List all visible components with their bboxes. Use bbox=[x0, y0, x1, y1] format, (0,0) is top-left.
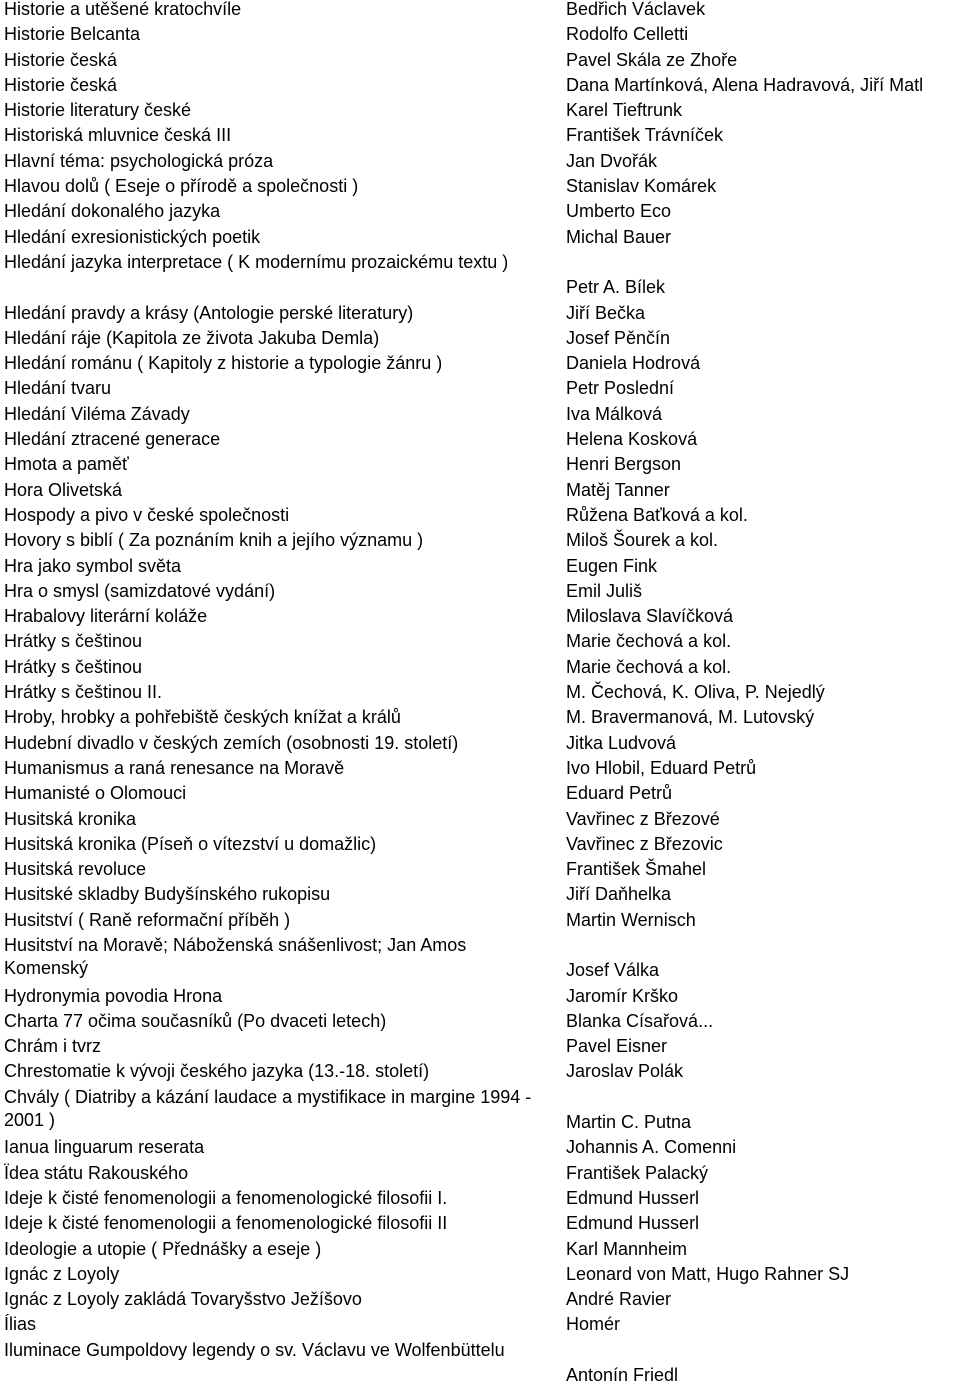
book-title: Ignác z Loyoly bbox=[4, 1263, 120, 1284]
book-author: Antonín Friedl bbox=[566, 1364, 679, 1385]
book-author: M. Bravermanová, M. Lutovský bbox=[566, 707, 815, 728]
list-item bbox=[0, 810, 960, 835]
book-author: Jaroslav Polák bbox=[566, 1061, 684, 1082]
list-item bbox=[0, 76, 960, 101]
book-author: Leonard von Matt, Hugo Rahner SJ bbox=[566, 1263, 850, 1284]
book-author: Edmund Husserl bbox=[566, 1213, 700, 1234]
book-author: Jan Dvořák bbox=[566, 150, 658, 171]
book-title: Hledání exresionistických poetik bbox=[4, 226, 261, 247]
book-author: Petr Poslední bbox=[566, 378, 675, 399]
book-author: Dana Martínková, Alena Hadravová, Jiří Matl bbox=[566, 74, 924, 95]
book-title: Hledání jazyka interpretace ( K modernímu prozaickému textu ) bbox=[4, 251, 509, 272]
book-title: Husitská kronika bbox=[4, 808, 137, 829]
list-item bbox=[0, 1189, 960, 1214]
book-author: Pavel Eisner bbox=[566, 1036, 668, 1057]
book-title: Ignác z Loyoly zakládá Tovaryšstvo Ježíšovo bbox=[4, 1289, 362, 1310]
list-item bbox=[0, 936, 960, 987]
list-item bbox=[0, 101, 960, 126]
list-item bbox=[0, 708, 960, 733]
list-item bbox=[0, 531, 960, 556]
list-item bbox=[0, 329, 960, 354]
list-item bbox=[0, 354, 960, 379]
list-item bbox=[0, 177, 960, 202]
list-item bbox=[0, 253, 960, 304]
book-author: Umberto Eco bbox=[566, 201, 672, 222]
list-item bbox=[0, 1164, 960, 1189]
book-title: Hledání dokonalého jazyka bbox=[4, 201, 221, 222]
book-author: Michal Bauer bbox=[566, 226, 672, 247]
list-item bbox=[0, 759, 960, 784]
book-title: Hledání tvaru bbox=[4, 378, 112, 399]
book-author: Daniela Hodrová bbox=[566, 353, 701, 374]
book-title: Hmota a paměť bbox=[4, 454, 129, 475]
book-author: Marie čechová a kol. bbox=[566, 631, 732, 652]
book-title: Ideologie a utopie ( Přednášky a eseje ) bbox=[4, 1238, 322, 1259]
book-author: Henri Bergson bbox=[566, 454, 682, 475]
list-item bbox=[0, 379, 960, 404]
book-author: Jiří Daňhelka bbox=[566, 884, 672, 905]
book-title: Hledání románu ( Kapitoly z historie a typologie žánru ) bbox=[4, 353, 443, 374]
book-author: Miloslava Slavíčková bbox=[566, 606, 734, 627]
book-author: Růžena Baťková a kol. bbox=[566, 504, 748, 525]
book-author: Vavřinec z Březové bbox=[566, 808, 720, 829]
list-item bbox=[0, 228, 960, 253]
book-title: Historie česká bbox=[4, 74, 118, 95]
book-title: Historie Belcanta bbox=[4, 24, 141, 45]
book-author: Jaromír Krško bbox=[566, 985, 679, 1006]
book-title: Historiská mluvnice česká III bbox=[4, 125, 232, 146]
list-item bbox=[0, 126, 960, 151]
book-title: Husitství ( Raně reformační příběh ) bbox=[4, 909, 291, 930]
book-author: František Palacký bbox=[566, 1162, 709, 1183]
book-title: Chrestomatie k vývoji českého jazyka (13.-18. století) bbox=[4, 1061, 430, 1082]
book-title: Hledání Viléma Závady bbox=[4, 403, 190, 424]
list-item bbox=[0, 1138, 960, 1163]
list-item bbox=[0, 1341, 960, 1391]
book-author: František Šmahel bbox=[566, 859, 707, 880]
book-author: František Trávníček bbox=[566, 125, 724, 146]
book-title: Hrátky s češtinou bbox=[4, 631, 143, 652]
book-title: Charta 77 očima současníků (Po dvaceti letech) bbox=[4, 1010, 387, 1031]
book-author: Iva Málková bbox=[566, 403, 663, 424]
book-author: Stanislav Komárek bbox=[566, 176, 717, 197]
list-item bbox=[0, 987, 960, 1012]
list-item bbox=[0, 51, 960, 76]
list-item bbox=[0, 25, 960, 50]
list-item bbox=[0, 1012, 960, 1037]
list-item bbox=[0, 885, 960, 910]
list-item bbox=[0, 152, 960, 177]
book-title: Ianua linguarum reserata bbox=[4, 1137, 205, 1158]
book-title: Historie a utěšené kratochvíle bbox=[4, 0, 242, 19]
book-author: Jitka Ludvová bbox=[566, 732, 677, 753]
book-title: Ílias bbox=[4, 1314, 37, 1335]
list-item bbox=[0, 607, 960, 632]
book-title: Ideje k čisté fenomenologii a fenomenologické filosofii I. bbox=[4, 1187, 448, 1208]
book-author: Emil Juliš bbox=[566, 580, 643, 601]
book-author: Eugen Fink bbox=[566, 555, 658, 576]
list-item bbox=[0, 557, 960, 582]
book-title: Humanisté o Olomouci bbox=[4, 783, 187, 804]
book-author: Marie čechová a kol. bbox=[566, 656, 732, 677]
book-title: Hospody a pivo v české společnosti bbox=[4, 504, 290, 525]
book-title: Hudební divadlo v českých zemích (osobnosti 19. století) bbox=[4, 732, 459, 753]
list-item bbox=[0, 1290, 960, 1315]
book-author: Edmund Husserl bbox=[566, 1187, 700, 1208]
book-author: Pavel Skála ze Zhoře bbox=[566, 49, 738, 70]
book-author: Johannis A. Comenni bbox=[566, 1137, 737, 1158]
book-title: Chrám i tvrz bbox=[4, 1036, 102, 1057]
book-title: Iluminace Gumpoldovy legendy o sv. Václavu ve Wolfenbüttelu bbox=[4, 1339, 505, 1360]
list-item bbox=[0, 860, 960, 885]
list-item bbox=[0, 734, 960, 759]
book-author: Martin Wernisch bbox=[566, 909, 696, 930]
book-author: Helena Kosková bbox=[566, 429, 698, 450]
book-title: Hydronymia povodia Hrona bbox=[4, 985, 223, 1006]
list-item bbox=[0, 784, 960, 809]
book-author: M. Čechová, K. Oliva, P. Nejedlý bbox=[566, 682, 825, 703]
book-author: Matěj Tanner bbox=[566, 479, 670, 500]
list-item bbox=[0, 1037, 960, 1062]
book-title: Hlavou dolů ( Eseje o přírodě a společnosti ) bbox=[4, 176, 359, 197]
list-item bbox=[0, 1214, 960, 1239]
book-author: Blanka Císařová... bbox=[566, 1010, 714, 1031]
list-item bbox=[0, 683, 960, 708]
book-author: Miloš Šourek a kol. bbox=[566, 530, 719, 551]
book-title: Hledání ztracené generace bbox=[4, 429, 221, 450]
list-item bbox=[0, 658, 960, 683]
book-title: Chvály ( Diatriby a kázání laudace a mystifikace in margine 1994 - 2001 ) bbox=[4, 1086, 532, 1130]
book-author: Karel Tieftrunk bbox=[566, 100, 683, 121]
book-title: Hra o smysl (samizdatové vydání) bbox=[4, 580, 276, 601]
list-item bbox=[0, 632, 960, 657]
book-title: Hledání ráje (Kapitola ze života Jakuba Demla) bbox=[4, 327, 380, 348]
book-title: Hovory s biblí ( Za poznáním knih a jejího významu ) bbox=[4, 530, 424, 551]
list-item bbox=[0, 911, 960, 936]
book-title: Historie česká bbox=[4, 49, 118, 70]
book-author: Vavřinec z Březovic bbox=[566, 833, 723, 854]
list-item bbox=[0, 1240, 960, 1265]
book-title: Hrátky s češtinou II. bbox=[4, 682, 163, 703]
list-item bbox=[0, 455, 960, 480]
book-title: Historie literatury české bbox=[4, 100, 192, 121]
list-item bbox=[0, 202, 960, 227]
book-title: Hrátky s češtinou bbox=[4, 656, 143, 677]
list-item bbox=[0, 835, 960, 860]
book-author: Josef Válka bbox=[566, 959, 660, 980]
book-author: Bedřich Václavek bbox=[566, 0, 706, 19]
list-item bbox=[0, 1315, 960, 1340]
book-title: Hrabalovy literární koláže bbox=[4, 606, 208, 627]
book-author: Karl Mannheim bbox=[566, 1238, 688, 1259]
book-author: Petr A. Bílek bbox=[566, 276, 666, 297]
list-item bbox=[0, 1062, 960, 1087]
book-title: Husitská revoluce bbox=[4, 859, 147, 880]
book-author: Homér bbox=[566, 1314, 621, 1335]
book-title: Husitství na Moravě; Náboženská snášenlivost; Jan Amos Komenský bbox=[4, 934, 467, 978]
book-author: Ivo Hlobil, Eduard Petrů bbox=[566, 757, 757, 778]
list-item bbox=[0, 1265, 960, 1290]
book-author: Jiří Bečka bbox=[566, 302, 646, 323]
list-item bbox=[0, 304, 960, 329]
list-item bbox=[0, 0, 960, 25]
book-title: Ïdea státu Rakouského bbox=[4, 1162, 189, 1183]
book-title: Husitské skladby Budyšínského rukopisu bbox=[4, 884, 331, 905]
list-item bbox=[0, 430, 960, 455]
list-item bbox=[0, 405, 960, 430]
book-author: André Ravier bbox=[566, 1289, 672, 1310]
book-title: Hora Olivetská bbox=[4, 479, 123, 500]
list-item bbox=[0, 481, 960, 506]
book-author: Martin C. Putna bbox=[566, 1111, 692, 1132]
book-title: Hledání pravdy a krásy (Antologie perské literatury) bbox=[4, 302, 414, 323]
list-item bbox=[0, 506, 960, 531]
list-item bbox=[0, 1088, 960, 1139]
book-title: Hlavní téma: psychologická próza bbox=[4, 150, 274, 171]
book-author: Rodolfo Celletti bbox=[566, 24, 689, 45]
book-title: Hra jako symbol světa bbox=[4, 555, 182, 576]
book-title: Hroby, hrobky a pohřebiště českých knížat a králů bbox=[4, 707, 401, 728]
book-author: Eduard Petrů bbox=[566, 783, 673, 804]
book-title: Humanismus a raná renesance na Moravě bbox=[4, 757, 345, 778]
list-item bbox=[0, 582, 960, 607]
book-title: Husitská kronika (Píseň o vítezství u domažlic) bbox=[4, 833, 377, 854]
book-title: Ideje k čisté fenomenologii a fenomenologické filosofii II bbox=[4, 1213, 448, 1234]
book-author: Josef Pěnčín bbox=[566, 327, 671, 348]
